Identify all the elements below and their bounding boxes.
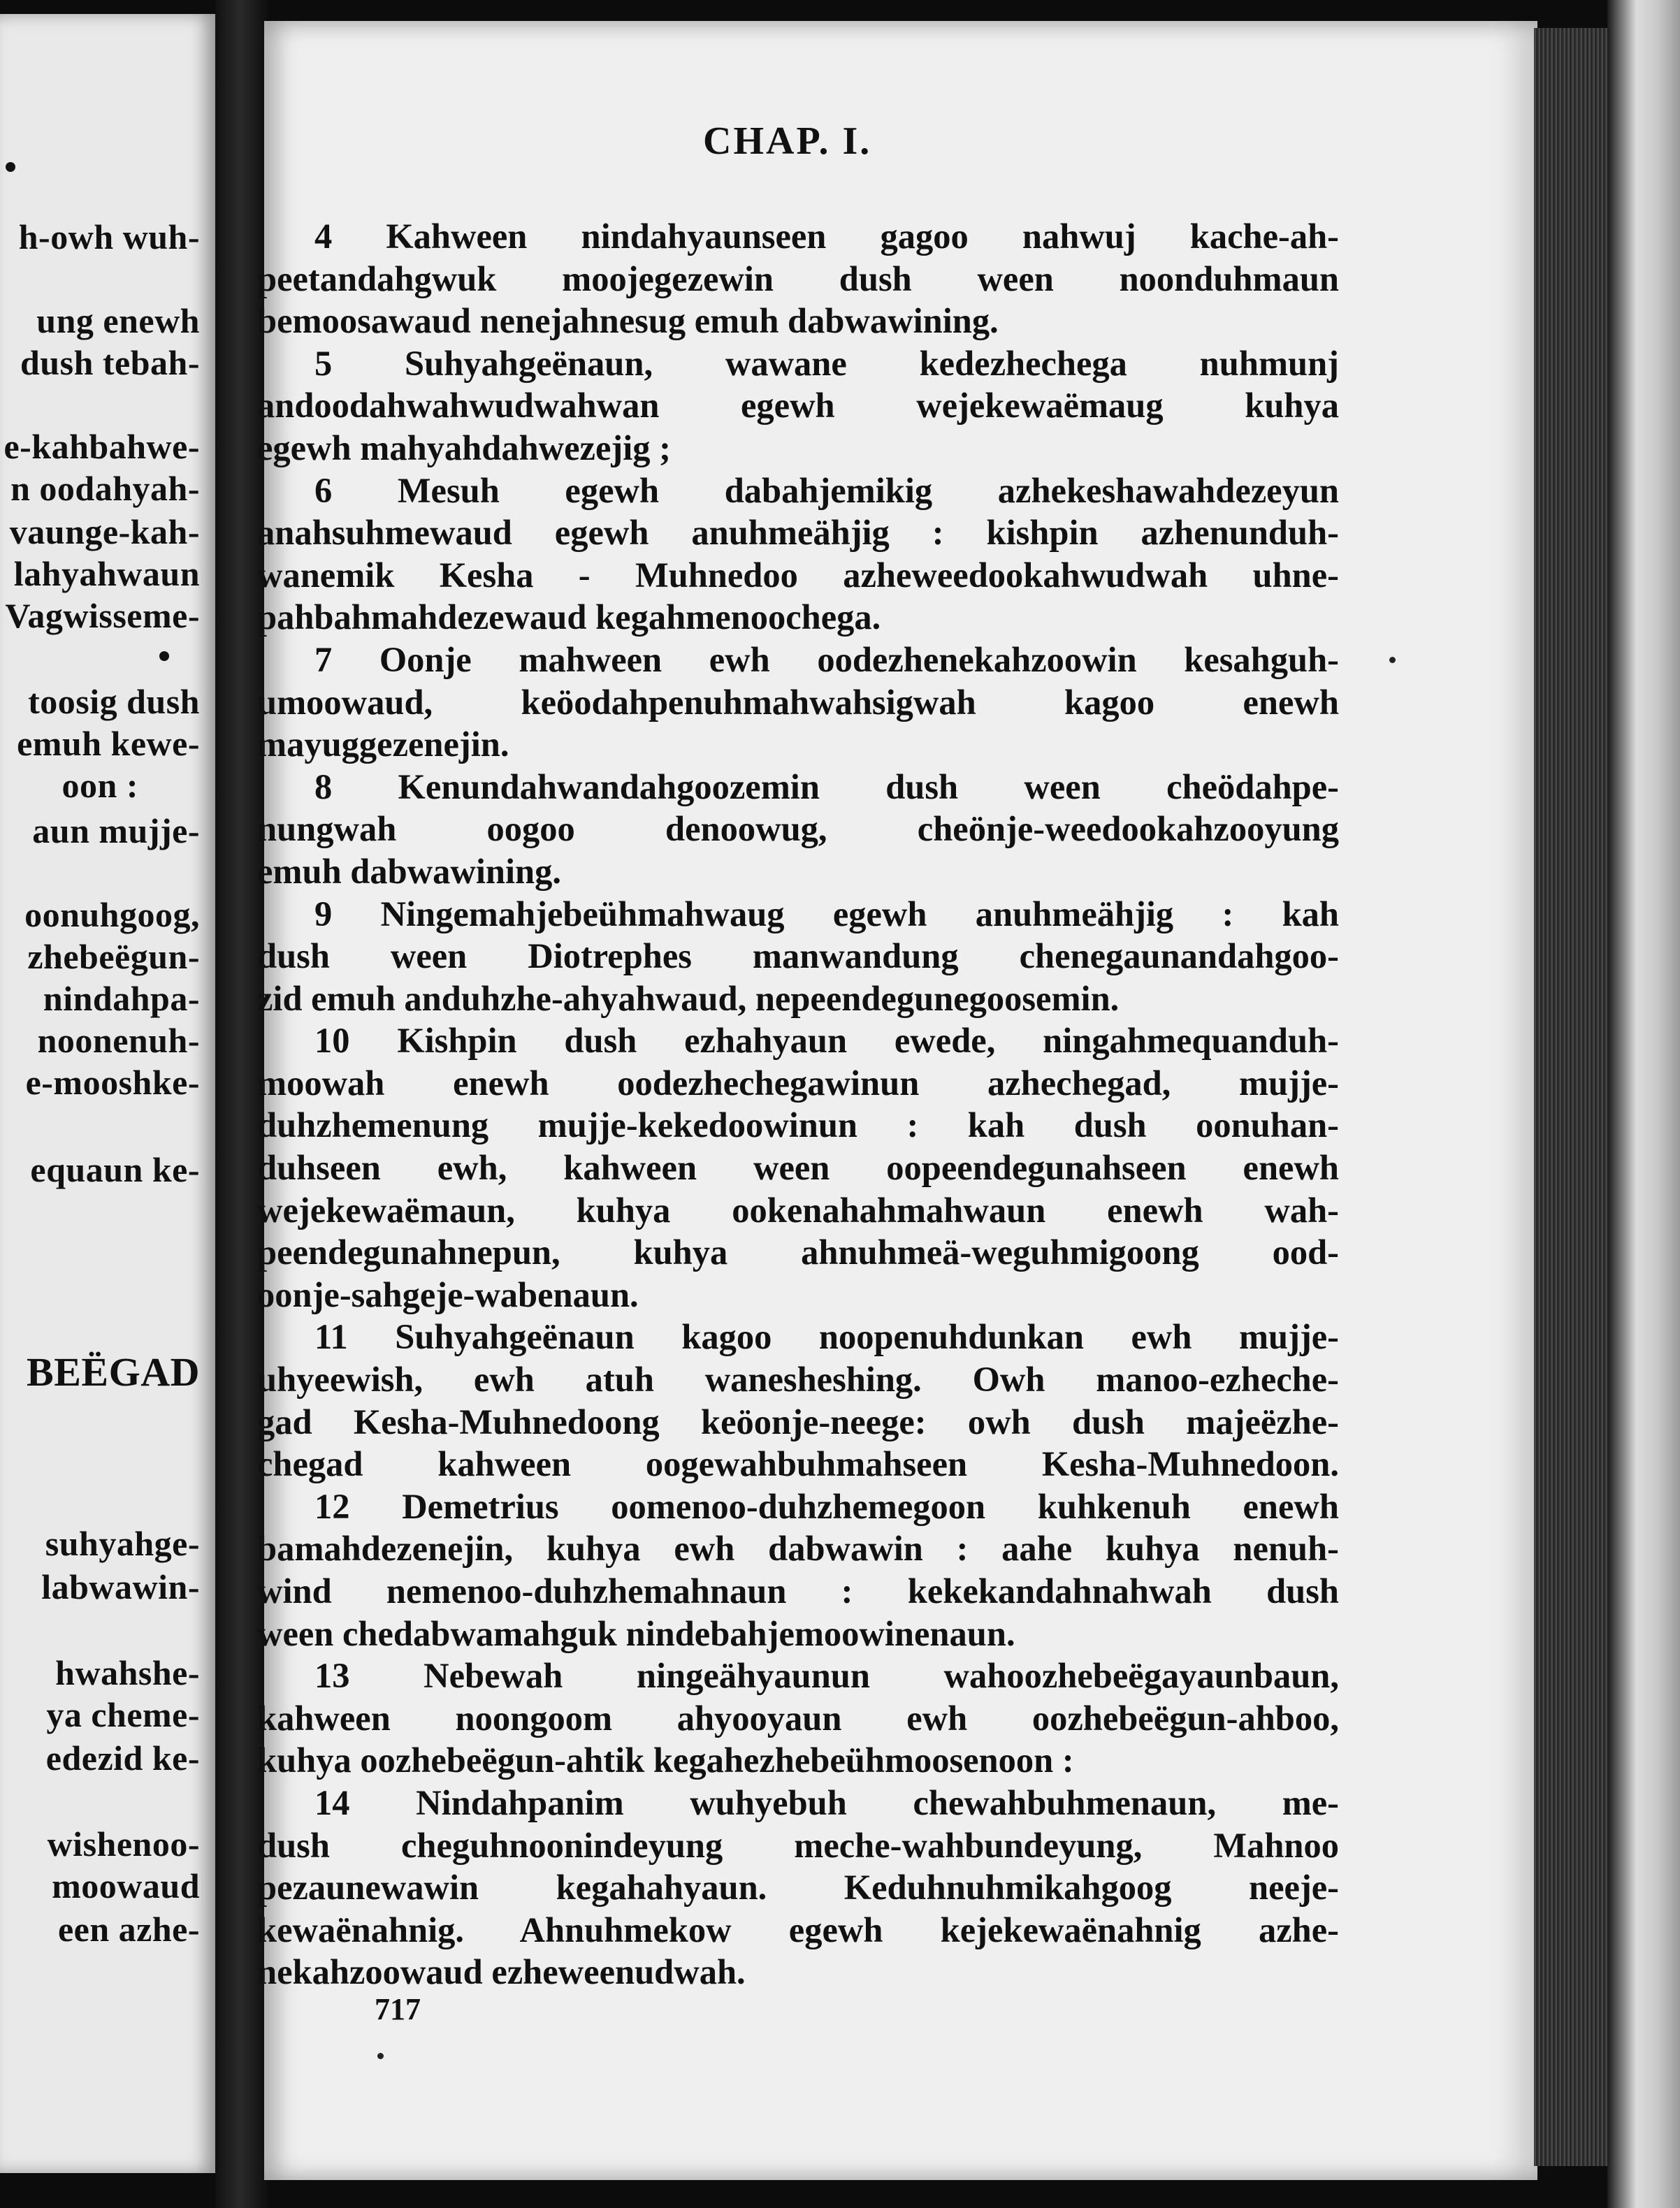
left-page-line: suhyahge- [45, 1524, 200, 1563]
verse-line: 10 Kishpin dush ezhahyaun ewede, ningahmequanduh- [314, 1021, 1339, 1061]
left-page-line: een azhe- [57, 1910, 200, 1949]
verse-line: chegad kahween oogewahbuhmahseen Kesha-Muhnedoon. [257, 1444, 1339, 1484]
left-page-line: edezid ke- [45, 1738, 200, 1778]
left-facing-page [0, 14, 215, 2173]
verse-line: oonje-sahgeje-wabenaun. [257, 1274, 639, 1314]
chapter-heading: CHAP. I. [703, 119, 872, 163]
left-page-line: Vagwisseme- [5, 596, 200, 635]
verse-line: wind nemenoo-duhzhemahnaun : kekekandahnahwah dush [257, 1571, 1339, 1611]
verse-line: kuhya oozhebeëgun-ahtik kegahezhebeühmoosenoon : [257, 1741, 1074, 1780]
verse-line: peetandahgwuk moojegezewin dush ween noonduhmaun [257, 259, 1339, 298]
left-page-line: dush tebah- [20, 343, 200, 382]
left-page-line: noonenuh- [37, 1021, 200, 1060]
left-page-line: hwahshe- [55, 1653, 200, 1692]
verse-line: emuh dabwawining. [257, 851, 561, 891]
verse-line: kahween noongoom ahyooyaun ewh oozhebeëgun-ahboo, [257, 1698, 1339, 1738]
left-page-line: lahyahwaun [13, 554, 200, 593]
left-page-heading: BEËGAD [27, 1349, 200, 1395]
verse-line: ween chedabwamahguk nindebahjemoowinenaun. [257, 1613, 1015, 1653]
left-page-line: e-mooshke- [25, 1063, 200, 1102]
verse-line: kewaënahnig. Ahnuhmekow egewh kejekewaënahnig azhe- [257, 1910, 1339, 1949]
verse-line: umoowaud, keöodahpenuhmahwahsigwah kagoo enewh [257, 682, 1339, 722]
page-number: 717 [375, 1992, 421, 2026]
ink-dot [159, 651, 169, 661]
ink-speck [377, 2053, 384, 2059]
verse-line: duhseen ewh, kahween ween oopeendegunahseen enewh [257, 1148, 1339, 1188]
verse-line: 11 Suhyahgeënaun kagoo noopenuhdunkan ewh mujje- [314, 1317, 1339, 1357]
left-page-line: oonuhgoog, [24, 895, 200, 934]
verse-line: 7 Oonje mahween ewh oodezhenekahzoowin kesahguh- [314, 639, 1339, 679]
left-page-line: aun mujje- [32, 811, 200, 850]
verse-line: uhyeewish, ewh atuh wanesheshing. Owh manoo-ezheche- [257, 1360, 1339, 1400]
left-page-line: labwawin- [41, 1567, 200, 1606]
verse-line: 6 Mesuh egewh dabahjemikig azhekeshawahdezeyun [314, 470, 1339, 510]
verse-text-block [257, 215, 1339, 1993]
verse-line: dush ween Diotrephes manwandung chenegaunandahgoo- [257, 936, 1339, 976]
verse-line: 9 Ningemahjebeühmahwaug egewh anuhmeähjig : kah [314, 894, 1339, 934]
left-page-line: vaunge-kah- [9, 512, 200, 551]
verse-line: dush cheguhnoonindeyung meche-wahbundeyung, Mahnoo [257, 1825, 1339, 1865]
verse-line: andoodahwahwudwahwan egewh wejekewaëmaug kuhya [257, 386, 1339, 426]
left-page-line: nindahpa- [43, 979, 200, 1018]
left-page-line: n oodahyah- [10, 469, 200, 508]
book-edge-background [1607, 0, 1680, 2208]
left-page-line: wishenoo- [47, 1824, 200, 1864]
left-page-line: oon : [61, 766, 138, 805]
verse-line: peendegunahnepun, kuhya ahnuhmeä-weguhmigoong ood- [257, 1233, 1339, 1272]
verse-line: 14 Nindahpanim wuhyebuh chewahbuhmenaun, me- [314, 1782, 1339, 1822]
verse-line: gad Kesha-Muhnedoong keöonje-neege: owh dush majeëzhe- [257, 1402, 1339, 1441]
left-page-line: equaun ke- [30, 1150, 200, 1189]
verse-line: duhzhemenung mujje-kekedoowinun : kah dush oonuhan- [257, 1105, 1339, 1145]
left-page-line: ya cheme- [46, 1695, 200, 1734]
verse-line: wejekewaëmaun, kuhya ookenahahmahwaun enewh wah- [257, 1190, 1339, 1230]
verse-line: egewh mahyahdahwezejig ; [257, 428, 671, 467]
left-page-line: zhebeëgun- [27, 937, 200, 976]
left-page-line: emuh kewe- [17, 724, 200, 763]
left-page-line: e-kahbahwe- [3, 427, 200, 466]
verse-line: pezaunewawin kegahahyaun. Keduhnuhmikahgoog neeje- [257, 1868, 1339, 1908]
verse-line: nekahzoowaud ezheweenudwah. [257, 1952, 746, 1992]
verse-line: 8 Kenundahwandahgoozemin dush ween cheödahpe- [314, 767, 1339, 806]
left-page-line: moowaud [52, 1866, 200, 1905]
verse-line: moowah enewh oodezhechegawinun azhechegad, mujje- [257, 1063, 1339, 1103]
left-page-line: toosig dush [28, 682, 200, 721]
verse-line: 5 Suhyahgeënaun, wawane kedezhechega nuhmunj [314, 343, 1339, 383]
ink-dot [6, 162, 15, 172]
verse-line: 13 Nebewah ningeähyaunun wahoozhebeëgayaunbaun, [314, 1656, 1339, 1696]
verse-line: nungwah oogoo denoowug, cheönje-weedookahzooyung [257, 809, 1339, 849]
verse-line: wanemik Kesha - Muhnedoo azheweedookahwudwah uhne- [257, 555, 1339, 595]
verse-line: pahbahmahdezewaud kegahmenoochega. [257, 597, 881, 637]
page-edges [1534, 28, 1607, 2166]
left-page-line: ung enewh [36, 301, 200, 340]
verse-line: bemoosawaud nenejahnesug emuh dabwawining. [257, 301, 999, 341]
ink-speck [1389, 657, 1396, 663]
verse-line: anahsuhmewaud egewh anuhmeähjig : kishpin azhenunduh- [257, 513, 1339, 553]
verse-line: mayuggezenejin. [257, 725, 509, 764]
verse-line: zid emuh anduhzhe-ahyahwaud, nepeendegunegoosemin. [257, 978, 1120, 1018]
verse-line: 12 Demetrius oomenoo-duhzhemegoon kuhkenuh enewh [314, 1486, 1339, 1526]
verse-line: bamahdezenejin, kuhya ewh dabwawin : aahe kuhya nenuh- [257, 1529, 1339, 1569]
verse-line: 4 Kahween nindahyaunseen gagoo nahwuj kache-ah- [314, 217, 1339, 256]
left-page-line: h-owh wuh- [18, 217, 200, 256]
